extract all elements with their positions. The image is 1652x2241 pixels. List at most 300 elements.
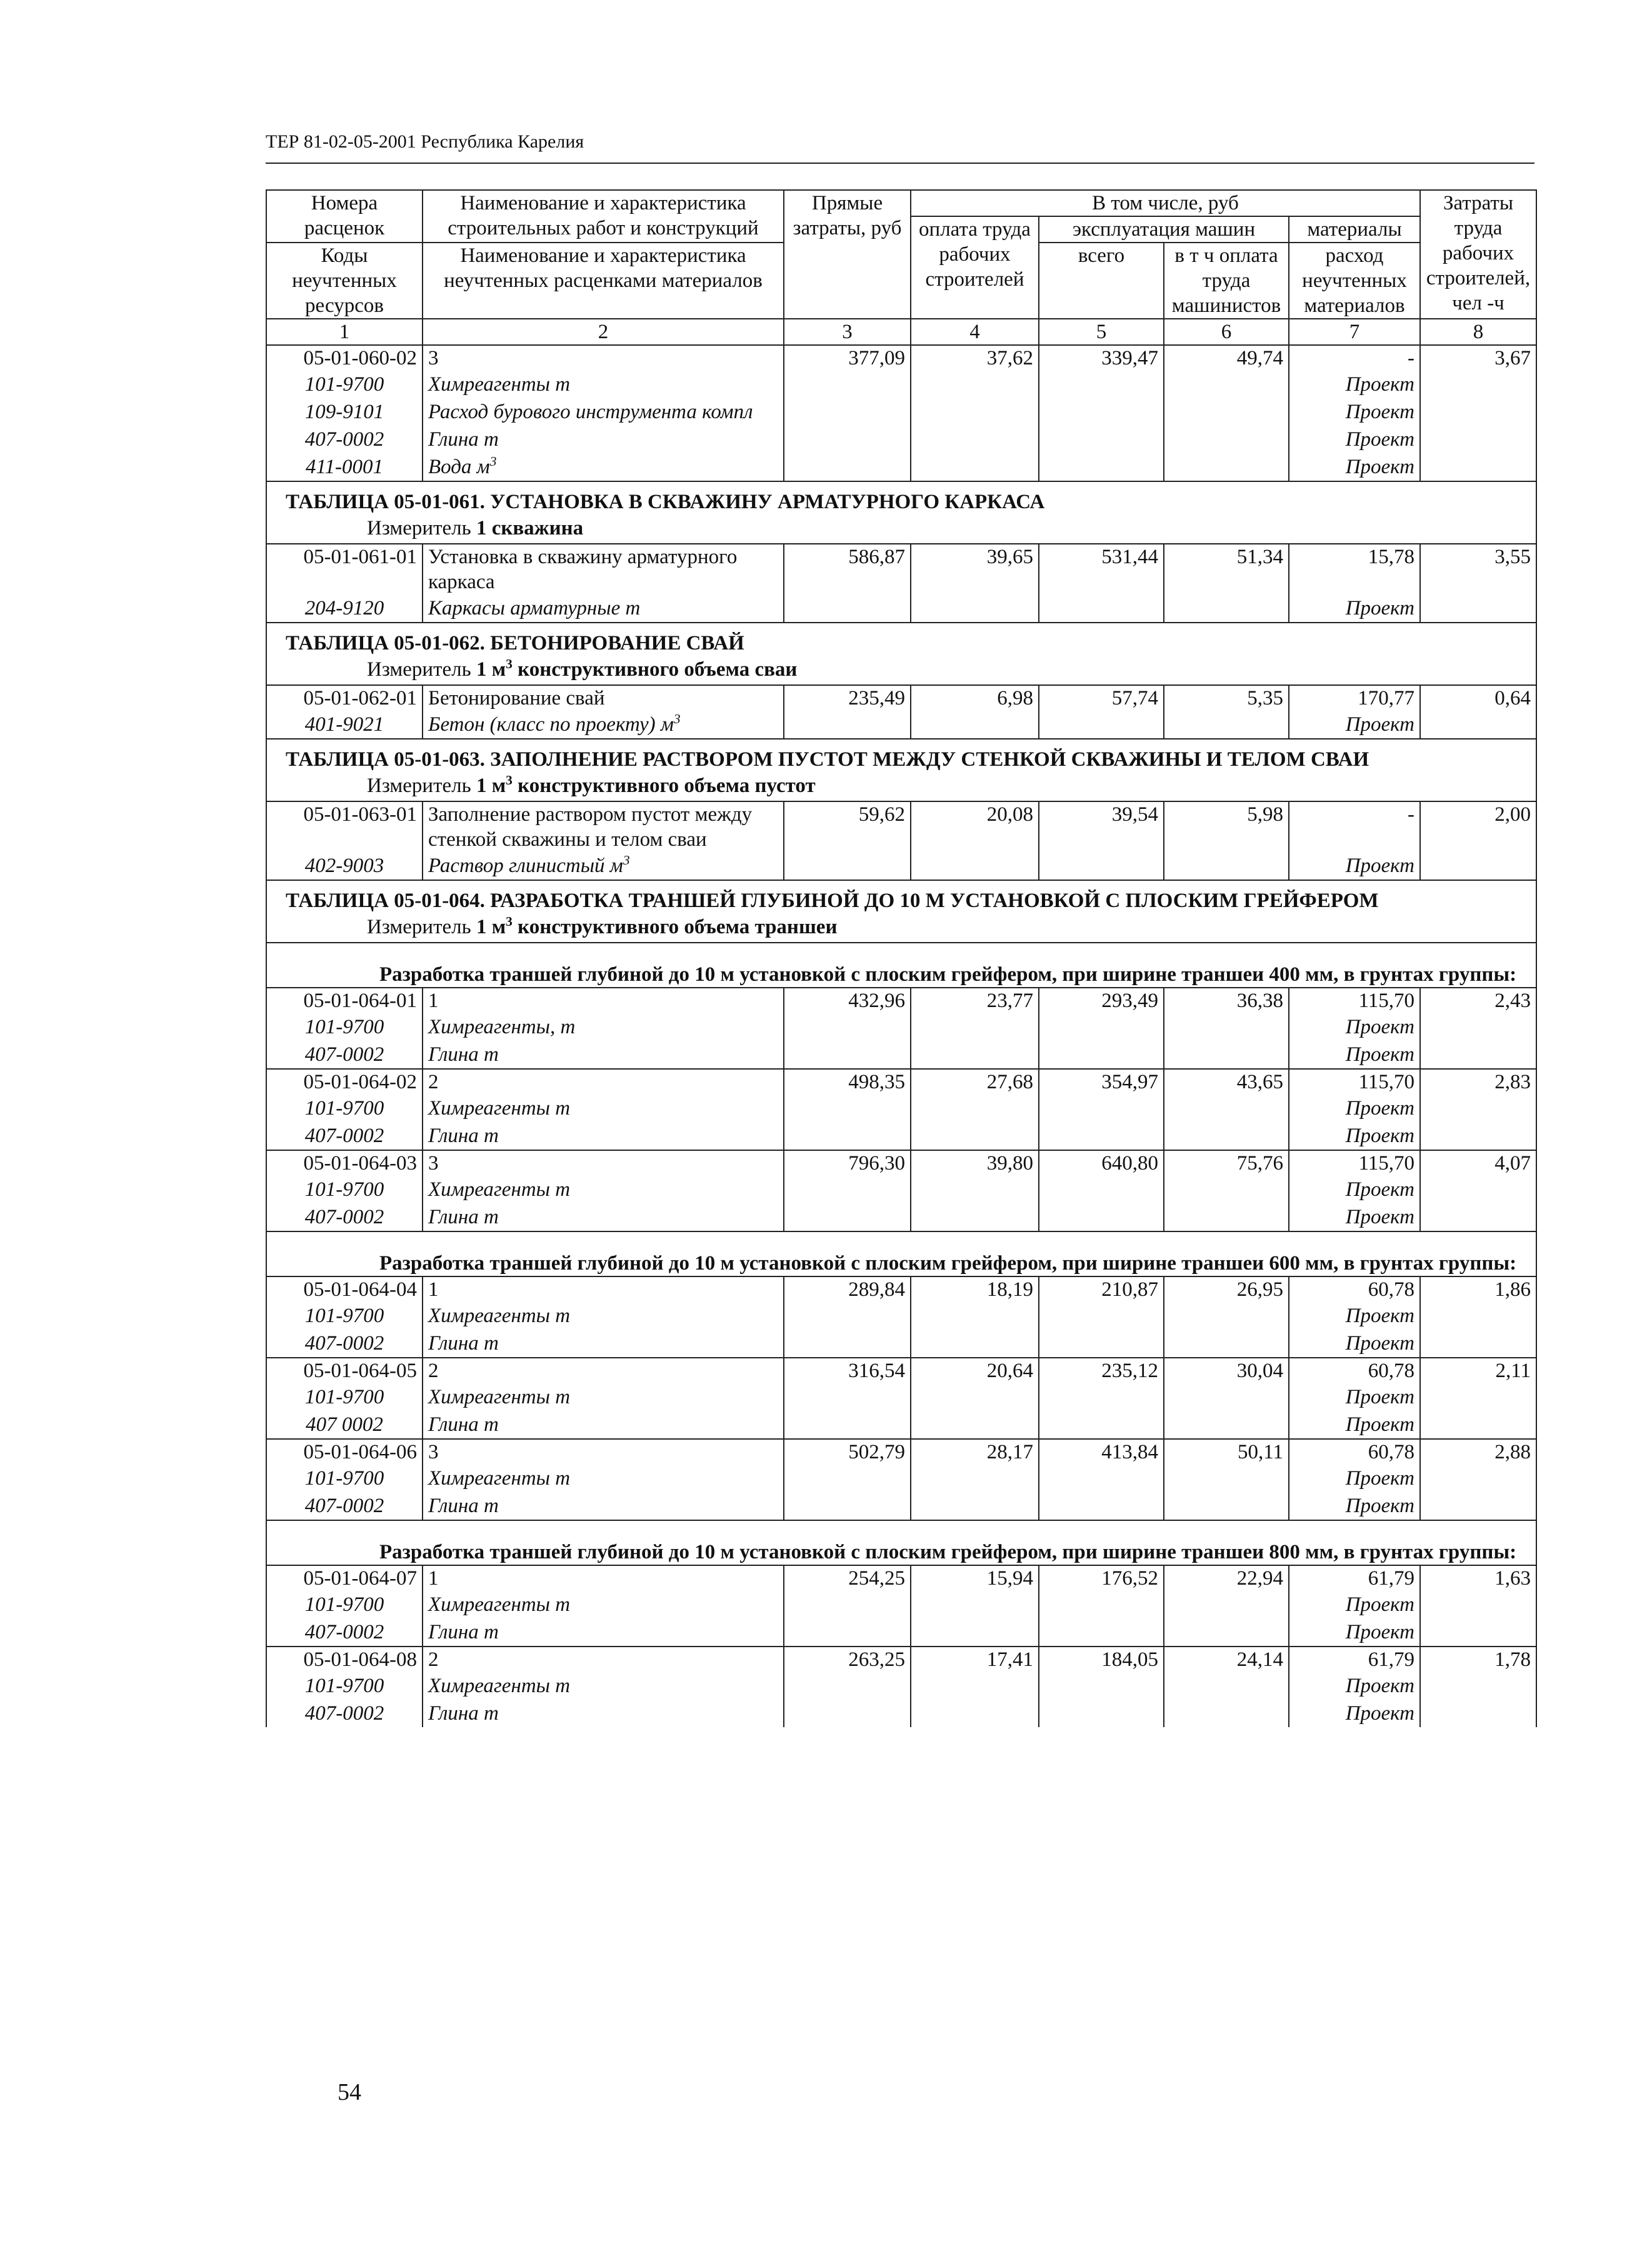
resource-name — [423, 1411, 784, 1439]
resource-row — [266, 1618, 1536, 1647]
empty-cell — [1039, 1465, 1164, 1492]
resource-row — [266, 453, 1536, 481]
empty-cell — [1164, 1176, 1289, 1203]
resource-code: 407-0002 — [266, 1700, 423, 1727]
machines-cost: 210,87 — [1039, 1276, 1164, 1302]
resource-row — [266, 1700, 1536, 1727]
resource-value: Проект — [1289, 1302, 1420, 1330]
labor-cost: 28,17 — [911, 1439, 1039, 1465]
empty-cell — [1164, 1411, 1289, 1439]
table-title-row — [266, 623, 1536, 657]
resource-value: Проект — [1289, 594, 1420, 623]
labor-hours: 2,83 — [1420, 1069, 1536, 1095]
column-number: 2 — [423, 319, 784, 345]
table-row — [266, 1647, 1536, 1672]
empty-cell — [1420, 1176, 1536, 1203]
empty-cell — [1420, 594, 1536, 623]
rate-code: 05-01-064-04 — [266, 1276, 423, 1302]
page-header: ТЕР 81-02-05-2001 Республика Карелия — [266, 131, 584, 152]
empty-cell — [911, 1492, 1039, 1520]
empty-cell — [1420, 426, 1536, 453]
empty-cell — [1164, 398, 1289, 426]
resource-row — [266, 1203, 1536, 1231]
empty-cell — [911, 371, 1039, 398]
empty-cell — [911, 1700, 1039, 1727]
resource-name-text: Раствор глинистый м — [428, 855, 623, 877]
empty-cell — [1039, 371, 1164, 398]
subgroup-title: Разработка траншей глубиной до 10 м установкой с плоским грейфером, при ширине траншеи 600 мм, в грунтах группы: — [266, 1231, 1536, 1276]
empty-cell — [1039, 1095, 1164, 1122]
resource-code: 407-0002 — [266, 1492, 423, 1520]
machines-cost: 176,52 — [1039, 1565, 1164, 1591]
page-number: 54 — [338, 2079, 361, 2105]
empty-cell — [1420, 1700, 1536, 1727]
materials-cost: 60,78 — [1289, 1439, 1420, 1465]
empty-cell — [1420, 1330, 1536, 1358]
header-row-1 — [266, 190, 1536, 216]
materials-cost: 61,79 — [1289, 1565, 1420, 1591]
measure-unit-exponent: 3 — [506, 657, 513, 671]
resource-code: 407-0002 — [266, 1330, 423, 1358]
resource-value: Проект — [1289, 1013, 1420, 1041]
resource-value: Проект — [1289, 1591, 1420, 1618]
resource-name — [423, 1700, 784, 1727]
rate-name: Установка в скважину арматурного каркаса — [423, 544, 784, 594]
resource-value: Проект — [1289, 1492, 1420, 1520]
resource-name — [423, 1203, 784, 1231]
empty-cell — [1164, 1700, 1289, 1727]
empty-cell — [1039, 1176, 1164, 1203]
resource-name — [423, 398, 784, 426]
empty-cell — [911, 852, 1039, 880]
table-row — [266, 801, 1536, 852]
empty-cell — [1164, 1095, 1289, 1122]
resource-code: 109-9101 — [266, 398, 423, 426]
materials-cost: 15,78 — [1289, 544, 1420, 594]
empty-cell — [911, 1383, 1039, 1411]
rate-name: Заполнение раствором пустот между стенкой скважины и телом сваи — [423, 801, 784, 852]
empty-cell — [1039, 1618, 1164, 1647]
col-operators-header: в т ч оплата труда машинистов — [1164, 243, 1289, 319]
resource-code: 411-0001 — [266, 453, 423, 481]
empty-cell — [911, 1330, 1039, 1358]
resource-code: 407 0002 — [266, 1411, 423, 1439]
column-number: 1 — [266, 319, 423, 345]
table-title: ТАБЛИЦА 05-01-064. РАЗРАБОТКА ТРАНШЕЙ ГЛУБИНОЙ ДО 10 М УСТАНОВКОЙ С ПЛОСКИМ ГРЕЙФЕРОМ — [266, 880, 1536, 915]
resource-value: Проект — [1289, 1411, 1420, 1439]
resource-row — [266, 1591, 1536, 1618]
direct-cost: 289,84 — [784, 1276, 911, 1302]
resource-code: 402-9003 — [266, 852, 423, 880]
rate-name: 3 — [423, 1150, 784, 1176]
labor-cost: 18,19 — [911, 1276, 1039, 1302]
empty-cell — [911, 711, 1039, 739]
resource-code: 407-0002 — [266, 426, 423, 453]
materials-cost: 115,70 — [1289, 988, 1420, 1013]
machines-cost: 57,74 — [1039, 685, 1164, 711]
rate-name: 1 — [423, 1565, 784, 1591]
direct-cost: 586,87 — [784, 544, 911, 594]
empty-cell — [1039, 1492, 1164, 1520]
resource-row — [266, 1095, 1536, 1122]
resource-name — [423, 1591, 784, 1618]
empty-cell — [1039, 398, 1164, 426]
table-row — [266, 988, 1536, 1013]
subgroup-title: Разработка траншей глубиной до 10 м установкой с плоским грейфером, при ширине траншеи 400 мм, в грунтах группы: — [266, 943, 1536, 988]
empty-cell — [1039, 1122, 1164, 1150]
empty-cell — [1039, 1203, 1164, 1231]
machines-cost: 640,80 — [1039, 1150, 1164, 1176]
table-row — [266, 1565, 1536, 1591]
resource-name — [423, 1302, 784, 1330]
rate-code: 05-01-064-06 — [266, 1439, 423, 1465]
measure-description: конструктивного объема пустот — [512, 775, 816, 797]
table-row — [266, 1069, 1536, 1095]
resource-code: 204-9120 — [266, 594, 423, 623]
materials-cost: - — [1289, 801, 1420, 852]
resource-code: 101-9700 — [266, 371, 423, 398]
empty-cell — [1039, 594, 1164, 623]
empty-cell — [1039, 453, 1164, 481]
operators-cost: 24,14 — [1164, 1647, 1289, 1672]
resource-name — [423, 711, 784, 739]
resource-name-text: Бетон (класс по проекту) м — [428, 713, 674, 736]
labor-cost: 37,62 — [911, 345, 1039, 371]
empty-cell — [784, 1176, 911, 1203]
empty-cell — [1420, 1411, 1536, 1439]
resource-code: 101-9700 — [266, 1095, 423, 1122]
direct-cost: 263,25 — [784, 1647, 911, 1672]
empty-cell — [1420, 1013, 1536, 1041]
resource-value: Проект — [1289, 426, 1420, 453]
resource-name — [423, 426, 784, 453]
empty-cell — [1164, 1013, 1289, 1041]
measure-row — [266, 773, 1536, 801]
empty-cell — [911, 1465, 1039, 1492]
measure-label: Измеритель — [367, 658, 471, 681]
empty-cell — [1039, 426, 1164, 453]
empty-cell — [1164, 1383, 1289, 1411]
resource-code: 101-9700 — [266, 1013, 423, 1041]
resource-name-text: Глина т — [428, 1621, 499, 1643]
measure-unit: 1 м — [476, 658, 506, 681]
resource-row — [266, 1302, 1536, 1330]
rate-name: 1 — [423, 988, 784, 1013]
resource-name-text: Химреагенты т — [428, 1593, 571, 1616]
col-name-header: Наименование и характеристика строительных работ и конструкций — [423, 190, 784, 243]
empty-cell — [911, 398, 1039, 426]
operators-cost: 5,35 — [1164, 685, 1289, 711]
empty-cell — [1420, 371, 1536, 398]
operators-cost: 5,98 — [1164, 801, 1289, 852]
empty-cell — [1420, 1203, 1536, 1231]
empty-cell — [911, 1095, 1039, 1122]
empty-cell — [1039, 852, 1164, 880]
rate-code: 05-01-064-08 — [266, 1647, 423, 1672]
resource-row — [266, 371, 1536, 398]
empty-cell — [1039, 1700, 1164, 1727]
measure-line — [266, 773, 1536, 801]
operators-cost: 49,74 — [1164, 345, 1289, 371]
empty-cell — [1164, 1591, 1289, 1618]
empty-cell — [784, 371, 911, 398]
resource-name — [423, 1041, 784, 1069]
resource-name — [423, 1465, 784, 1492]
empty-cell — [784, 1700, 911, 1727]
empty-cell — [1164, 1465, 1289, 1492]
direct-cost: 254,25 — [784, 1565, 911, 1591]
resource-value: Проект — [1289, 1122, 1420, 1150]
empty-cell — [1420, 1041, 1536, 1069]
empty-cell — [911, 1176, 1039, 1203]
materials-cost: - — [1289, 345, 1420, 371]
empty-cell — [911, 1013, 1039, 1041]
resource-name — [423, 1330, 784, 1358]
resource-value: Проект — [1289, 371, 1420, 398]
empty-cell — [1039, 1591, 1164, 1618]
rate-code: 05-01-063-01 — [266, 801, 423, 852]
rate-name: 3 — [423, 1439, 784, 1465]
measure-line — [266, 915, 1536, 943]
col-resource-name-header: Наименование и характеристика неучтенных расценками материалов — [423, 243, 784, 319]
materials-cost: 60,78 — [1289, 1358, 1420, 1383]
table-row — [266, 1358, 1536, 1383]
resource-row — [266, 1041, 1536, 1069]
header-rule — [266, 163, 1534, 164]
resource-code: 407-0002 — [266, 1618, 423, 1647]
resource-code: 101-9700 — [266, 1672, 423, 1700]
resource-name-text: Химреагенты т — [428, 1178, 571, 1201]
column-number: 4 — [911, 319, 1039, 345]
resource-name-text: Глина т — [428, 428, 499, 451]
resource-value: Проект — [1289, 852, 1420, 880]
resource-name-text: Глина т — [428, 1413, 499, 1436]
empty-cell — [1164, 1492, 1289, 1520]
empty-cell — [1420, 852, 1536, 880]
empty-cell — [784, 1492, 911, 1520]
resource-row — [266, 1383, 1536, 1411]
machines-cost: 39,54 — [1039, 801, 1164, 852]
empty-cell — [1039, 1411, 1164, 1439]
labor-cost: 17,41 — [911, 1647, 1039, 1672]
measure-row — [266, 915, 1536, 943]
empty-cell — [1420, 1302, 1536, 1330]
empty-cell — [784, 1411, 911, 1439]
empty-cell — [1164, 1672, 1289, 1700]
empty-cell — [911, 426, 1039, 453]
table-row — [266, 1150, 1536, 1176]
rate-name: 2 — [423, 1358, 784, 1383]
table-title: ТАБЛИЦА 05-01-062. БЕТОНИРОВАНИЕ СВАЙ — [266, 623, 1536, 657]
table-row — [266, 345, 1536, 371]
empty-cell — [784, 1591, 911, 1618]
column-numbers-row — [266, 319, 1536, 345]
labor-cost: 39,65 — [911, 544, 1039, 594]
rate-code: 05-01-060-02 — [266, 345, 423, 371]
direct-cost: 432,96 — [784, 988, 911, 1013]
resource-name — [423, 1013, 784, 1041]
empty-cell — [784, 1041, 911, 1069]
empty-cell — [784, 1618, 911, 1647]
resource-name-text: Глина т — [428, 1043, 499, 1066]
labor-hours: 2,88 — [1420, 1439, 1536, 1465]
subgroup-title-row — [266, 1231, 1536, 1276]
resource-row — [266, 1013, 1536, 1041]
empty-cell — [1039, 1041, 1164, 1069]
empty-cell — [784, 711, 911, 739]
empty-cell — [911, 1672, 1039, 1700]
machines-cost: 413,84 — [1039, 1439, 1164, 1465]
labor-hours: 1,86 — [1420, 1276, 1536, 1302]
column-number: 6 — [1164, 319, 1289, 345]
empty-cell — [1420, 1618, 1536, 1647]
resource-name-text: Химреагенты т — [428, 1386, 571, 1408]
resource-name — [423, 852, 784, 880]
column-number: 8 — [1420, 319, 1536, 345]
resource-value: Проект — [1289, 711, 1420, 739]
resource-name-text: Глина т — [428, 1332, 499, 1355]
labor-hours: 1,63 — [1420, 1565, 1536, 1591]
empty-cell — [784, 1203, 911, 1231]
labor-cost: 6,98 — [911, 685, 1039, 711]
resource-value: Проект — [1289, 1203, 1420, 1231]
column-number: 5 — [1039, 319, 1164, 345]
empty-cell — [784, 1465, 911, 1492]
rates-table — [266, 189, 1537, 1727]
resource-name-text: Химреагенты, т — [428, 1016, 576, 1038]
rate-code: 05-01-064-07 — [266, 1565, 423, 1591]
resource-row — [266, 1176, 1536, 1203]
measure-description: конструктивного объема траншеи — [512, 916, 838, 938]
empty-cell — [1164, 1041, 1289, 1069]
empty-cell — [1420, 1672, 1536, 1700]
subgroup-title-row — [266, 943, 1536, 988]
labor-hours: 0,64 — [1420, 685, 1536, 711]
resource-code: 101-9700 — [266, 1176, 423, 1203]
resource-name-text: Глина т — [428, 1702, 499, 1725]
resource-value: Проект — [1289, 1383, 1420, 1411]
table-title: ТАБЛИЦА 05-01-061. УСТАНОВКА В СКВАЖИНУ АРМАТУРНОГО КАРКАСА — [266, 481, 1536, 516]
resource-value: Проект — [1289, 453, 1420, 481]
subgroup-title: Разработка траншей глубиной до 10 м установкой с плоским грейфером, при ширине траншеи 800 мм, в грунтах группы: — [266, 1520, 1536, 1565]
labor-cost: 39,80 — [911, 1150, 1039, 1176]
labor-cost: 20,08 — [911, 801, 1039, 852]
rate-code: 05-01-061-01 — [266, 544, 423, 594]
resource-name — [423, 1122, 784, 1150]
resource-name-text: Каркасы арматурные т — [428, 597, 641, 619]
rate-name: 2 — [423, 1069, 784, 1095]
resource-value: Проект — [1289, 1176, 1420, 1203]
empty-cell — [911, 1203, 1039, 1231]
materials-cost: 61,79 — [1289, 1647, 1420, 1672]
empty-cell — [784, 852, 911, 880]
resource-name — [423, 371, 784, 398]
empty-cell — [784, 426, 911, 453]
measure-unit: 1 м — [476, 916, 506, 938]
resource-code: 101-9700 — [266, 1302, 423, 1330]
operators-cost: 50,11 — [1164, 1439, 1289, 1465]
measure-description: конструктивного объема сваи — [512, 658, 798, 681]
resource-value: Проект — [1289, 1095, 1420, 1122]
direct-cost: 502,79 — [784, 1439, 911, 1465]
empty-cell — [1039, 1330, 1164, 1358]
col-hours-header: Затраты труда рабочих строителей, чел -ч — [1420, 190, 1536, 319]
rate-name: 2 — [423, 1647, 784, 1672]
operators-cost: 36,38 — [1164, 988, 1289, 1013]
measure-line — [266, 516, 1536, 544]
resource-code: 401-9021 — [266, 711, 423, 739]
rate-code: 05-01-064-02 — [266, 1069, 423, 1095]
empty-cell — [1039, 1672, 1164, 1700]
measure-row — [266, 657, 1536, 685]
empty-cell — [1164, 1330, 1289, 1358]
resource-row — [266, 1465, 1536, 1492]
col-materials-header: материалы — [1289, 216, 1420, 243]
resource-row — [266, 1330, 1536, 1358]
materials-cost: 170,77 — [1289, 685, 1420, 711]
empty-cell — [784, 1330, 911, 1358]
empty-cell — [1039, 1383, 1164, 1411]
col-labor-header: оплата труда рабочих строителей — [911, 216, 1039, 319]
table-row — [266, 544, 1536, 594]
empty-cell — [784, 1672, 911, 1700]
resource-value: Проект — [1289, 398, 1420, 426]
materials-cost: 115,70 — [1289, 1150, 1420, 1176]
machines-cost: 293,49 — [1039, 988, 1164, 1013]
empty-cell — [1164, 453, 1289, 481]
column-number: 7 — [1289, 319, 1420, 345]
direct-cost: 498,35 — [784, 1069, 911, 1095]
resource-name — [423, 1492, 784, 1520]
measure-unit: 1 скважина — [476, 517, 584, 539]
resource-name-text: Химреагенты т — [428, 1675, 571, 1697]
measure-row — [266, 516, 1536, 544]
resource-value: Проект — [1289, 1041, 1420, 1069]
direct-cost: 59,62 — [784, 801, 911, 852]
empty-cell — [784, 398, 911, 426]
empty-cell — [784, 1383, 911, 1411]
operators-cost: 30,04 — [1164, 1358, 1289, 1383]
direct-cost: 235,49 — [784, 685, 911, 711]
measure-label: Измеритель — [367, 775, 471, 797]
empty-cell — [1420, 1122, 1536, 1150]
machines-cost: 339,47 — [1039, 345, 1164, 371]
empty-cell — [911, 1411, 1039, 1439]
empty-cell — [784, 453, 911, 481]
direct-cost: 377,09 — [784, 345, 911, 371]
labor-cost: 27,68 — [911, 1069, 1039, 1095]
resource-row — [266, 398, 1536, 426]
empty-cell — [1420, 711, 1536, 739]
col-machines-header: эксплуатация машин — [1039, 216, 1289, 243]
resource-name — [423, 594, 784, 623]
empty-cell — [911, 1618, 1039, 1647]
empty-cell — [911, 1041, 1039, 1069]
table-title: ТАБЛИЦА 05-01-063. ЗАПОЛНЕНИЕ РАСТВОРОМ ПУСТОТ МЕЖДУ СТЕНКОЙ СКВАЖИНЫ И ТЕЛОМ СВАИ — [266, 739, 1536, 773]
resource-name-text: Расход бурового инструмента компл — [428, 401, 753, 423]
rate-code: 05-01-064-03 — [266, 1150, 423, 1176]
empty-cell — [784, 1095, 911, 1122]
table-title-row — [266, 739, 1536, 773]
resource-unit-exponent: 3 — [489, 454, 497, 469]
empty-cell — [784, 1013, 911, 1041]
resource-code: 101-9700 — [266, 1383, 423, 1411]
empty-cell — [1420, 1591, 1536, 1618]
resource-name — [423, 1383, 784, 1411]
empty-cell — [911, 1302, 1039, 1330]
empty-cell — [1039, 711, 1164, 739]
resource-code: 407-0002 — [266, 1122, 423, 1150]
